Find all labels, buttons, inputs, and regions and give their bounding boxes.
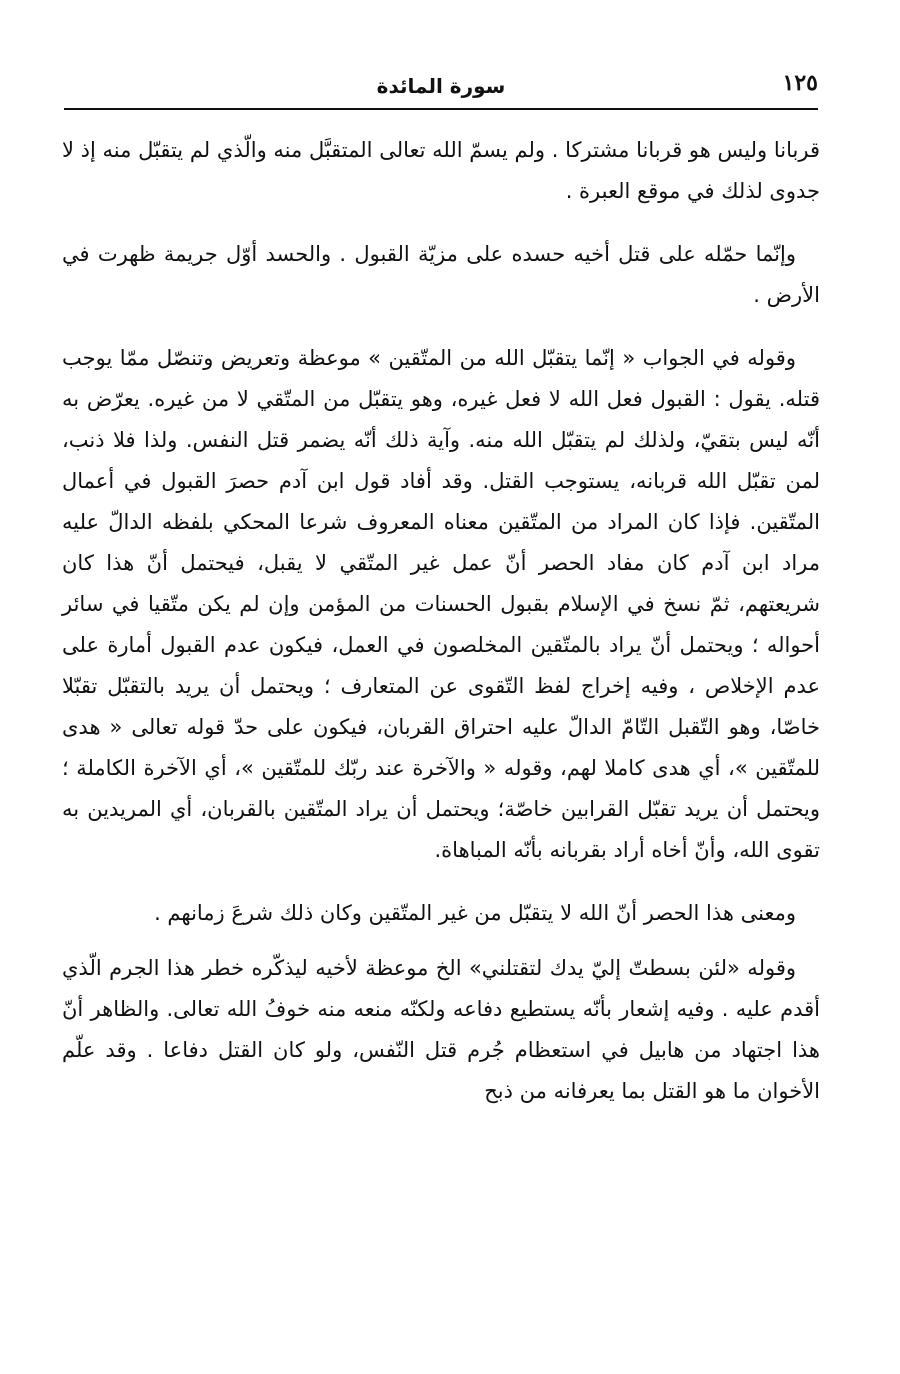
running-title: سورة المائدة — [376, 74, 506, 98]
header-rule — [64, 108, 818, 110]
page-number: ١٢٥ — [782, 70, 818, 96]
paragraph-2: وإنّما حمّله على قتل أخيه حسده على مزيّة القبول . والحسد أوّل جريمة ظهرت في الأرض . — [62, 242, 820, 307]
paragraph-3: وقوله في الجواب « إنّما يتقبّل الله من المتّقين » موعظة وتعريض وتنصّل ممّا يوجب قتله. يقول : القبول فعل الله لا فعل غيره، وهو يتقبّل من المتّقي لا من غيره. يعرّض به أنّه ليس بتقيّ، ولذلك لم يتقبّل الله منه. وآية ذلك أنّه يضمر قتل النفس. ولذا فلا ذنب، لمن تقبّل الله قربانه، يستوجب القتل. وقد أفاد قول ابن آدم حصرَ القبول في أعمال المتّقين. فإذا كان المراد من المتّقين معناه المعروف شرعا المحكي بلفظه الدالّ عليه مراد ابن آدم كان مفاد الحصر أنّ عمل غير المتّقي لا يقبل، فيحتمل أنّ هذا كان شريعتهم، ثمّ نسخ في الإسلام بقبول الحسنات من المؤمن وإن لم يكن متّقيا في سائر أحواله ؛ ويحتمل أنّ يراد بالمتّقين المخلصون في العمل، فيكون عدم القبول أمارة على عدم الإخلاص ، وفيه إخراج لفظ التّقوى عن المتعارف ؛ ويحتمل أن يريد بالتقبّل تقبّلا خاصّا، وهو التّقبل التّامّ الدالّ عليه احتراق القربان، فيكون على حدّ قوله تعالى « هدى للمتّقين »، أي هدى كاملا لهم، وقوله « والآخرة عند ربّك للمتّقين »، أي الآخرة الكاملة ؛ ويحتمل أن يريد تقبّل القرابين خاصّة؛ ويحتمل أن يراد المتّقين بالقربان، أي المريدين به تقوى الله، وأنّ أخاه أراد بقربانه بأنّه المباهاة. — [62, 346, 820, 862]
paragraph-4: ومعنى هذا الحصر أنّ الله لا يتقبّل من غير المتّقين وكان ذلك شرعَ زمانهم . — [154, 901, 796, 925]
paragraph-5: وقوله «لئن بسطتّ إليّ يدك لتقتلني» الخ موعظة لأخيه ليذكّره خطر هذا الجرم الّذي أقدم عليه . وفيه إشعار بأنّه يستطيع دفاعه ولكنّه منعه منه خوفُ الله تعالى. والظاهر أنّ هذا اجتهاد من هابيل في استعظام جُرم قتل النّفس، ولو كان القتل دفاعا . وقد علّم الأخوان ما هو القتل بما يعرفانه من ذبح — [62, 956, 820, 1103]
page-header — [64, 68, 818, 112]
paragraph-1: قربانا وليس هو قربانا مشتركا . ولم يسمّ الله تعالى المتقبَّل منه والّذي لم يتقبّل منه إذ لا جدوى لذلك في موقع العبرة . — [62, 138, 820, 203]
main-text — [62, 130, 820, 1112]
